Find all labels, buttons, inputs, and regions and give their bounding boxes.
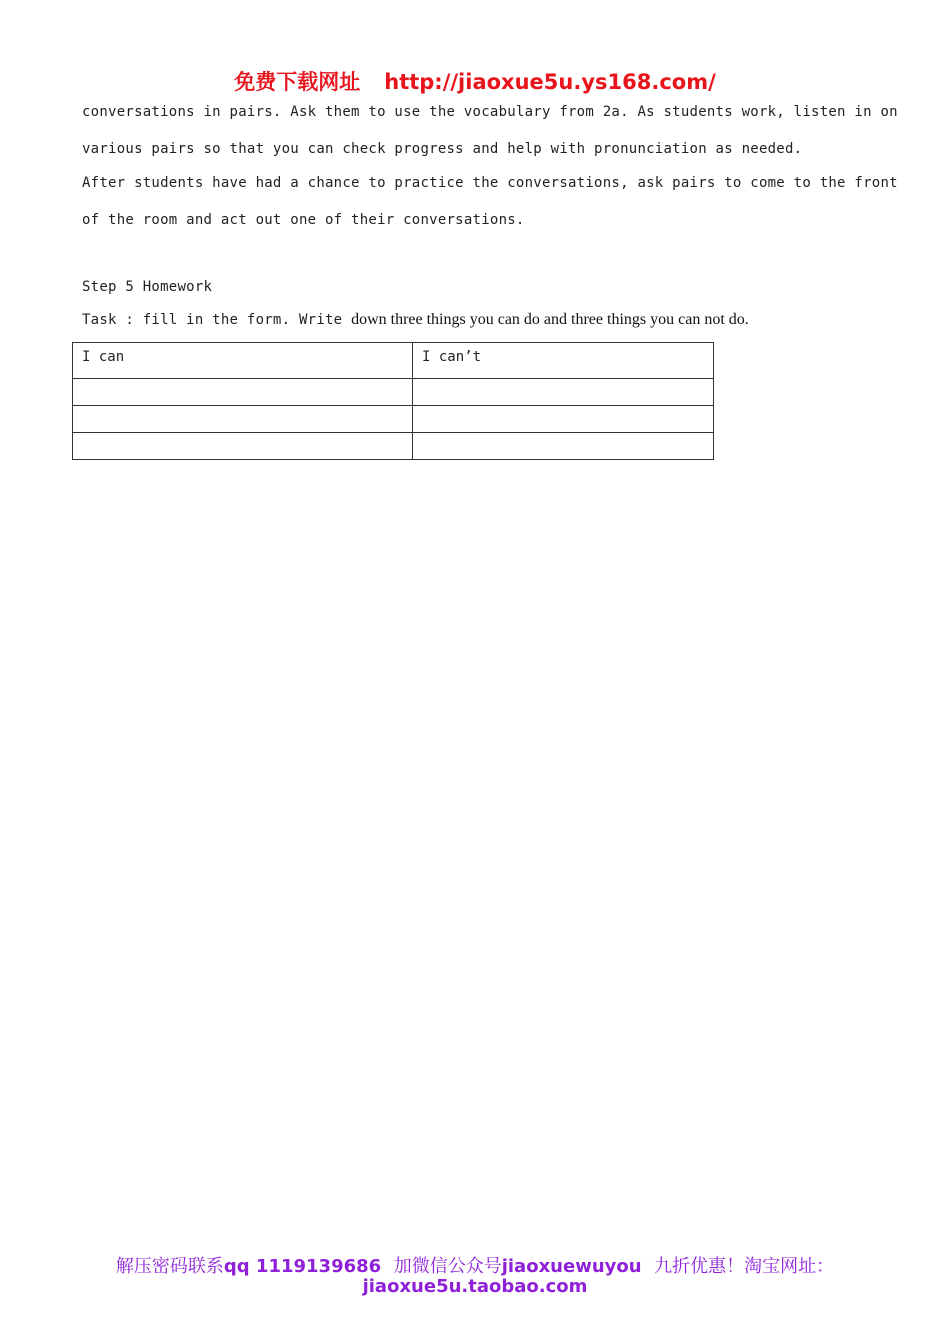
- homework-form-table: [72, 342, 714, 460]
- step-heading: Step 5 Homework: [82, 279, 213, 295]
- header-i-cant: I can’t: [413, 343, 714, 379]
- header-url-link[interactable]: http://jiaoxue5u.ys168.com/: [384, 70, 716, 94]
- table-row: [73, 379, 714, 406]
- table-cell[interactable]: [73, 379, 413, 406]
- task-line: [82, 311, 749, 329]
- table-row: [73, 433, 714, 460]
- table-header-row: [73, 343, 714, 379]
- body-line-1: conversations in pairs. Ask them to use the vocabulary from 2a. As students work, listen in on: [82, 104, 898, 120]
- table-cell[interactable]: [73, 433, 413, 460]
- footer-wechat-id: jiaoxuewuyou: [501, 1256, 642, 1277]
- footer-taobao-link[interactable]: jiaoxue5u.taobao.com: [362, 1276, 588, 1297]
- footer-wechat-label: 加微信公众号: [393, 1256, 502, 1277]
- header-banner: [0, 66, 950, 96]
- table-cell[interactable]: [413, 433, 714, 460]
- table-cell[interactable]: [413, 379, 714, 406]
- header-i-can: I can: [73, 343, 413, 379]
- table-cell[interactable]: [73, 406, 413, 433]
- footer-line-1: [0, 1252, 950, 1278]
- table-row: [73, 406, 714, 433]
- footer-discount-text: 九折优惠！淘宝网址：: [654, 1256, 835, 1277]
- body-line-4: of the room and act out one of their conversations.: [82, 212, 525, 228]
- body-line-3: After students have had a chance to practice the conversations, ask pairs to come to the front: [82, 175, 898, 191]
- task-mono-text: Task : fill in the form. Write: [82, 312, 343, 328]
- footer-qq: qq 1119139686: [223, 1256, 382, 1277]
- footer-contact-label: 解压密码联系: [115, 1256, 224, 1277]
- header-label: 免费下载网址: [234, 70, 361, 94]
- table-cell[interactable]: [413, 406, 714, 433]
- task-serif-text: down three things you can do and three things you can not do.: [351, 311, 749, 328]
- body-line-2: various pairs so that you can check progress and help with pronunciation as needed.: [82, 141, 803, 157]
